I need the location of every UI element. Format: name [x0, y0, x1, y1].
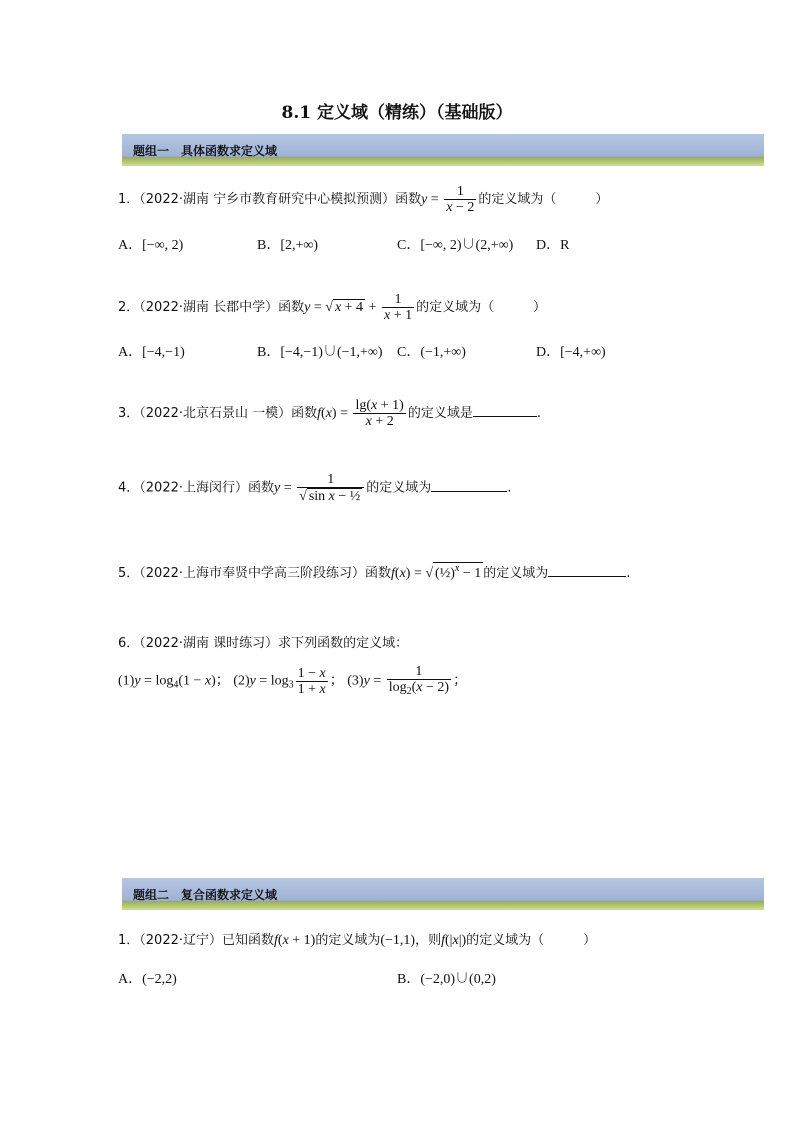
question-6-parts: $(1)y = \log_4(1 - x)$； $(2)y = \log_3$ $\frac{1 - x}{1 + x}$ ； (3)y = $\frac{1}{\log_2(x - 2)}$ ；: [118, 664, 468, 697]
option-a[interactable]: A．[−∞, 2): [118, 238, 184, 253]
question-1: 1．（2022·湖南 宁乡市教育研究中心模拟预测）函数y = $\frac{1}{x - 2}$ 的定义域为（ ）: [118, 184, 609, 215]
part-label: (2): [233, 673, 250, 689]
question-text: 5．（2022·上海市奉贤中学高三阶段练习）函数: [118, 566, 391, 581]
question-suffix: 的定义域为（ ）: [478, 192, 609, 207]
math-fraction: $\frac{1 - x}{1 + x}$: [297, 666, 326, 697]
math-fraction: $\frac{1}{\text{√ sin x − ½}}$: [297, 472, 364, 504]
answer-blank[interactable]: [548, 576, 626, 577]
option-a[interactable]: A．(−2,2): [118, 972, 177, 987]
question-4: 4．（2022·上海闵行）函数y = $\frac{1}{\text{√ sin x − ½}}$ 的定义域为 .: [118, 472, 512, 504]
section-header-label: 题组一 具体函数求定义域: [133, 144, 278, 158]
separator: ；: [329, 673, 344, 689]
math-expression: y: [274, 480, 281, 496]
math-expression: f: [391, 566, 395, 581]
option-c[interactable]: C．(−1,+∞): [397, 345, 466, 360]
math-expression: (−1,1): [380, 933, 416, 948]
separator: ；: [453, 673, 468, 689]
question-5: 5．（2022·上海市奉贤中学高三阶段练习）函数f(x) = √ (½)$^x$ − 1 的定义域为 .: [118, 563, 631, 581]
question-6: 6．（2022·湖南 课时练习）求下列函数的定义域：: [118, 636, 409, 651]
option-b[interactable]: B．(−2,0)∪(0,2): [397, 972, 496, 987]
math-expression: y: [304, 300, 311, 315]
math-expression: f(|x|): [441, 933, 467, 948]
math-fraction: $\frac{1}{x + 1}$: [383, 292, 413, 323]
question-text: 1．（2022·湖南 宁乡市教育研究中心模拟预测）函数: [118, 192, 422, 207]
section-header-group1: [122, 134, 764, 166]
math-expression: f: [317, 406, 322, 421]
option-c[interactable]: C．[−∞, 2)∪(2,+∞): [397, 238, 514, 253]
answer-blank[interactable]: [431, 491, 507, 492]
option-a[interactable]: A．[−4,−1): [118, 345, 185, 360]
question-suffix: 的定义域为（ ）: [466, 933, 597, 948]
question-suffix: 的定义域为: [483, 566, 549, 581]
part-label: (1): [118, 673, 135, 689]
question-text: 1．（2022·辽宁）已知函数: [118, 933, 274, 948]
math-fraction: $\frac{\lg(x + 1)}{x + 2}$: [355, 398, 404, 429]
math-expression: y: [421, 192, 428, 207]
question-text: 的定义域为: [315, 933, 381, 948]
separator: ；: [215, 673, 230, 689]
option-b[interactable]: B．[2,+∞): [257, 238, 319, 253]
math-fraction: $\frac{1}{\log_2(x - 2)}$: [388, 664, 450, 697]
section-header-group2: [122, 878, 764, 910]
question-text: 4．（2022·上海闵行）函数: [118, 480, 274, 496]
question-suffix: 的定义域为: [366, 480, 432, 496]
question-2: 2．（2022·湖南 长郡中学）函数y = √ x + 4 + $\frac{1}{x + 1}$ 的定义域为（ ）: [118, 292, 547, 323]
question-3: 3．（2022·北京石景山 一模）函数f(x) = $\frac{\lg(x + 1)}{x + 2}$ 的定义域是 .: [118, 398, 541, 429]
math-expression: f(x + 1): [274, 933, 316, 948]
question-text: ，则: [415, 933, 442, 948]
question-suffix: 的定义域为（ ）: [416, 300, 547, 315]
section-header-label: 题组二 复合函数求定义域: [133, 888, 278, 902]
answer-blank[interactable]: [473, 416, 537, 417]
part-label: (3): [347, 673, 364, 689]
page-title: 8.1 定义域（精练）（基础版）: [281, 103, 513, 123]
option-d[interactable]: D．[−4,+∞): [536, 345, 606, 360]
option-d[interactable]: D．R: [536, 238, 570, 253]
question-text: 2．（2022·湖南 长郡中学）函数: [118, 300, 305, 315]
math-fraction: $\frac{1}{x - 2}$: [446, 184, 475, 215]
option-b[interactable]: B．[−4,−1)∪(−1,+∞): [257, 345, 383, 360]
question-2-1: [118, 929, 596, 949]
question-text: 3．（2022·北京石景山 一模）函数: [118, 406, 318, 421]
question-suffix: 的定义域是: [407, 406, 473, 421]
